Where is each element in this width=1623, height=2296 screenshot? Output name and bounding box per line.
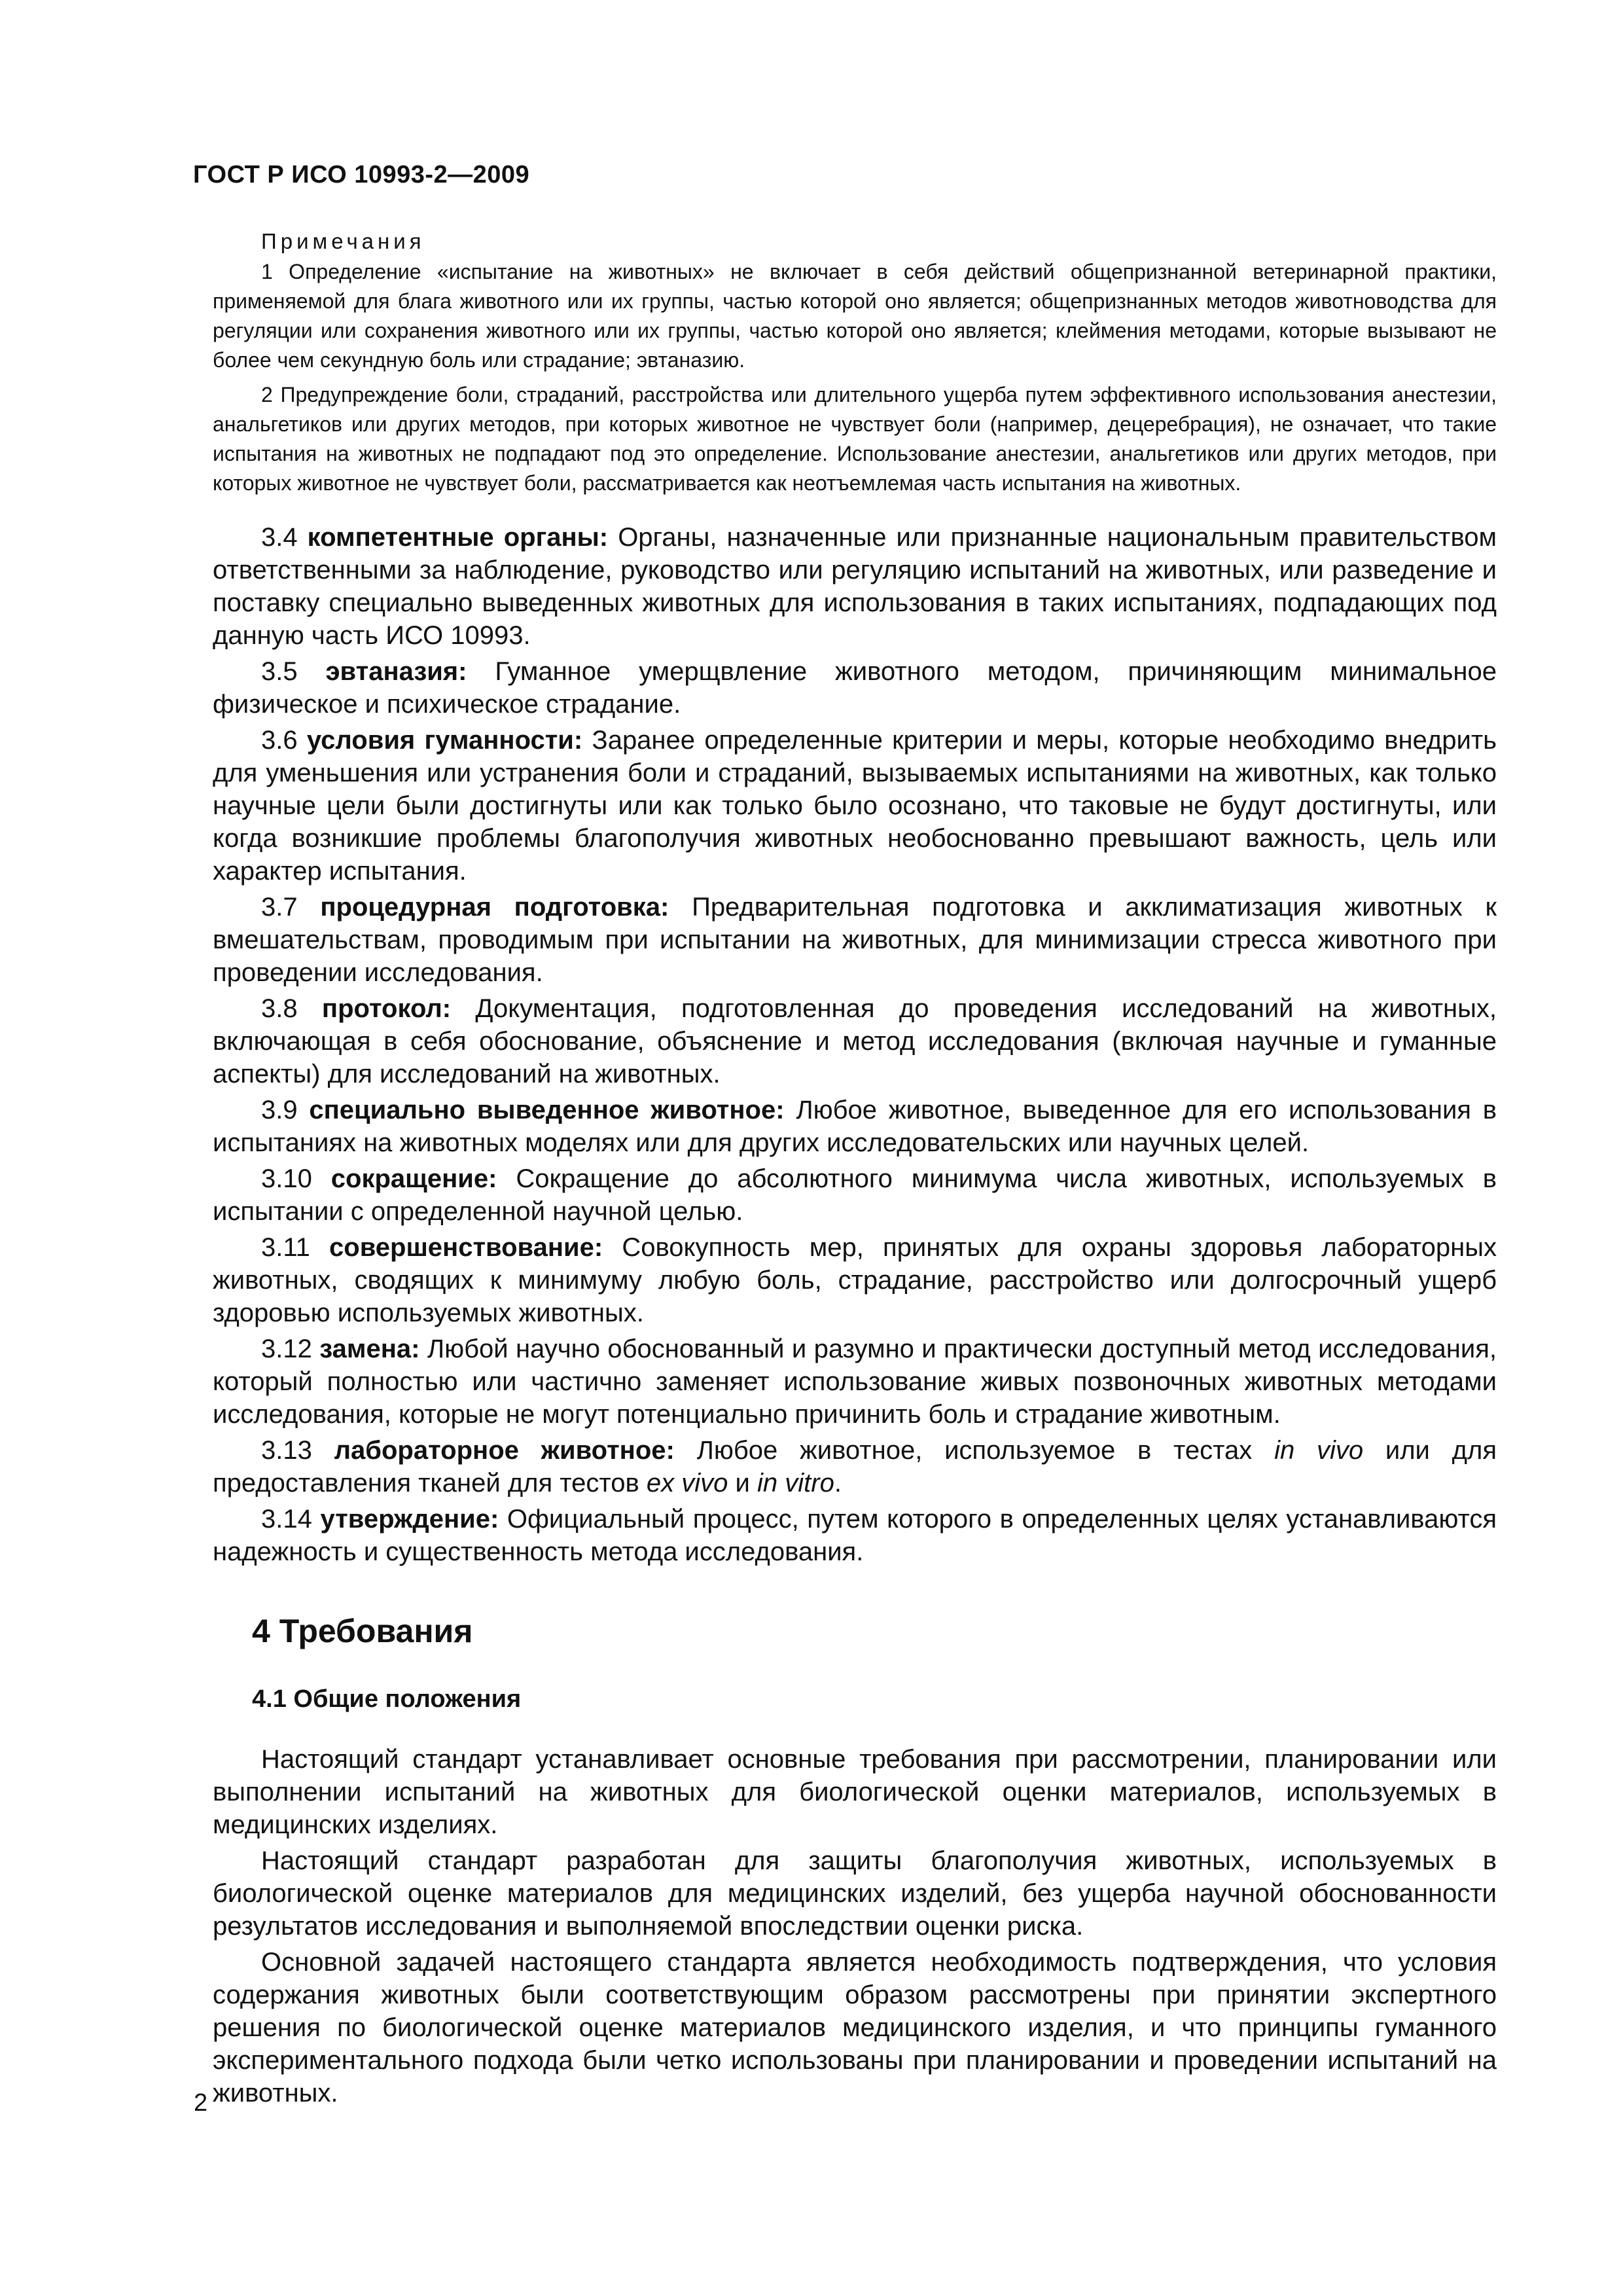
body-paragraph: Настоящий стандарт разработан для защиты благополучия животных, используемых в биологической оценке материалов для медицинских изделий, без ущерба научной обоснованности результатов исследования и выполняемой впоследствии оценки риска. [213, 1846, 1497, 1941]
term-number: 3.14 [261, 1505, 312, 1534]
definition-3-14 [213, 1503, 1497, 1568]
term-definition: Заранее определенные критерии и меры, которые необходимо внедрить для уменьшения или устранения боли и страданий, вызываемых испытаниями на животных, как только научные цели были достигнуты или как только было осознано, что таковые не будут достигнуты, или когда возникшие проблемы благополучия животных необоснованно превышают важность, цель или характер испытания. [213, 726, 1497, 886]
latin-term: in vivo [1274, 1436, 1364, 1465]
term-number: 3.10 [261, 1164, 312, 1193]
latin-term: in vitro [757, 1469, 834, 1498]
term-number: 3.4 [261, 523, 298, 552]
definition-3-11 [213, 1231, 1497, 1329]
term-definition: Любое животное, выведенное для его использования в испытаниях на животных моделях или для других исследовательских или научных целей. [213, 1096, 1497, 1157]
body-paragraph: Настоящий стандарт устанавливает основные требования при рассмотрении, планировании или выполнении испытаний на животных для биологической оценки материалов, используемых в медицинских изделиях. [213, 1745, 1497, 1839]
term-name: утверждение: [320, 1505, 499, 1534]
term-definition-part: Любое животное, используемое в тестах [696, 1436, 1253, 1465]
definition-3-13 [213, 1434, 1497, 1499]
definition-3-4 [213, 521, 1497, 652]
definition-3-7 [213, 891, 1497, 989]
term-name: совершенствование: [329, 1233, 603, 1262]
term-definition: Любой научно обоснованный и разумно и практически доступный метод исследования, который полностью или частично заменяет использование живых позвоночных животных методами исследования, которые не могут потенциально причинить боль и страдание животным. [213, 1335, 1497, 1429]
definition-3-8 [213, 992, 1497, 1090]
term-definition: Официальный процесс, путем которого в определенных целях устанавливаются надежность и существенность метода исследования. [213, 1505, 1497, 1566]
definition-3-10 [213, 1162, 1497, 1228]
term-name: лабораторное животное: [334, 1436, 675, 1465]
term-definition: Предварительная подготовка и акклиматизация животных к вмешательствам, проводимым при испытании на животных, для минимизации стресса животного при проведении исследования. [213, 893, 1497, 987]
term-name: замена: [319, 1335, 420, 1363]
term-definition: Сокращение до абсолютного минимума числа животных, используемых в испытании с определенной научной целью. [213, 1164, 1497, 1226]
term-name: компетентные органы: [307, 523, 609, 552]
definition-3-6 [213, 724, 1497, 888]
term-number: 3.5 [261, 657, 298, 686]
term-number: 3.6 [261, 726, 298, 755]
term-name: протокол: [321, 994, 452, 1023]
term-name: процедурная подготовка: [320, 893, 669, 922]
term-definition: Органы, назначенные или признанные национальным правительством ответственными за наблюдение, руководство или регуляцию испытаний на животных, или разведение и поставку специально выведенных животных для использования в таких испытаниях, подпадающих под данную часть ИСО 10993. [213, 523, 1497, 650]
latin-term: ex vivo [646, 1469, 728, 1498]
term-definition: Документация, подготовленная до проведения исследований на животных, включающая в себя обоснование, объяснение и метод исследования (включая научные и гуманные аспекты) для исследований на животных. [213, 994, 1497, 1088]
term-number: 3.9 [261, 1096, 298, 1124]
term-number: 3.11 [261, 1233, 310, 1262]
term-definition: Гуманное умерщвление животного методом, причиняющим минимальное физическое и психическое страдание. [213, 657, 1497, 719]
definition-3-12 [213, 1333, 1497, 1431]
term-definition-part: или для предоставления тканей для тестов [213, 1436, 1497, 1498]
term-number: 3.8 [261, 994, 298, 1023]
body-paragraph: Основной задачей настоящего стандарта является необходимость подтверждения, что условия содержания животных были соответствующим образом рассмотрены при принятии экспертного решения по биологической оценке материалов медицинского изделия, и что принципы гуманного экспериментального подхода были четко использованы при планировании и проведении испытаний на животных. [213, 1948, 1497, 2108]
term-name: специально выведенное животное: [309, 1096, 785, 1124]
term-number: 3.12 [261, 1335, 312, 1363]
section-heading: 4 Требования [252, 1613, 473, 1649]
sentence-end: . [834, 1469, 842, 1498]
note-item: 1 Определение «испытание на животных» не включает в себя действий общепризнанной ветеринарной практики, применяемой для блага животного или их группы, частью которой оно является; общепризнанных методов животноводства для регуляции или сохранения животного или их группы, частью которой оно является; клеймения методами, которые вызывают не более чем секундную боль или страдание; эвтаназию. [213, 260, 1497, 372]
notes-title: Примечания [261, 229, 425, 253]
term-number: 3.13 [261, 1436, 312, 1465]
subsection-heading: 4.1 Общие положения [252, 1685, 522, 1713]
term-name: эвтаназия: [325, 657, 467, 686]
term-definition: Совокупность мер, принятых для охраны здоровья лабораторных животных, сводящих к минимуму любую боль, страдание, расстройство или долгосрочный ущерб здоровью используемых животных. [213, 1233, 1497, 1327]
definition-3-9 [213, 1094, 1497, 1159]
document-header: ГОСТ Р ИСО 10993-2—2009 [193, 161, 530, 188]
term-name: условия гуманности: [306, 726, 583, 755]
term-number: 3.7 [261, 893, 298, 922]
conjunction: и [735, 1469, 750, 1498]
page-number: 2 [194, 2089, 208, 2117]
definition-3-5 [213, 655, 1497, 721]
page-content [213, 226, 1497, 2113]
term-name: сокращение: [330, 1164, 497, 1193]
note-item: 2 Предупреждение боли, страданий, расстройства или длительного ущерба путем эффективного использования анестезии, анальгетиков или других методов, при которых животное не чувствует боли (например, децеребрация), не означает, что такие испытания на животных не подпадают под это определение. Использование анестезии, анальгетиков или других методов, при которых животное не чувствует боли, рассматривается как неотъемлемая часть испытания на животных. [213, 383, 1497, 495]
